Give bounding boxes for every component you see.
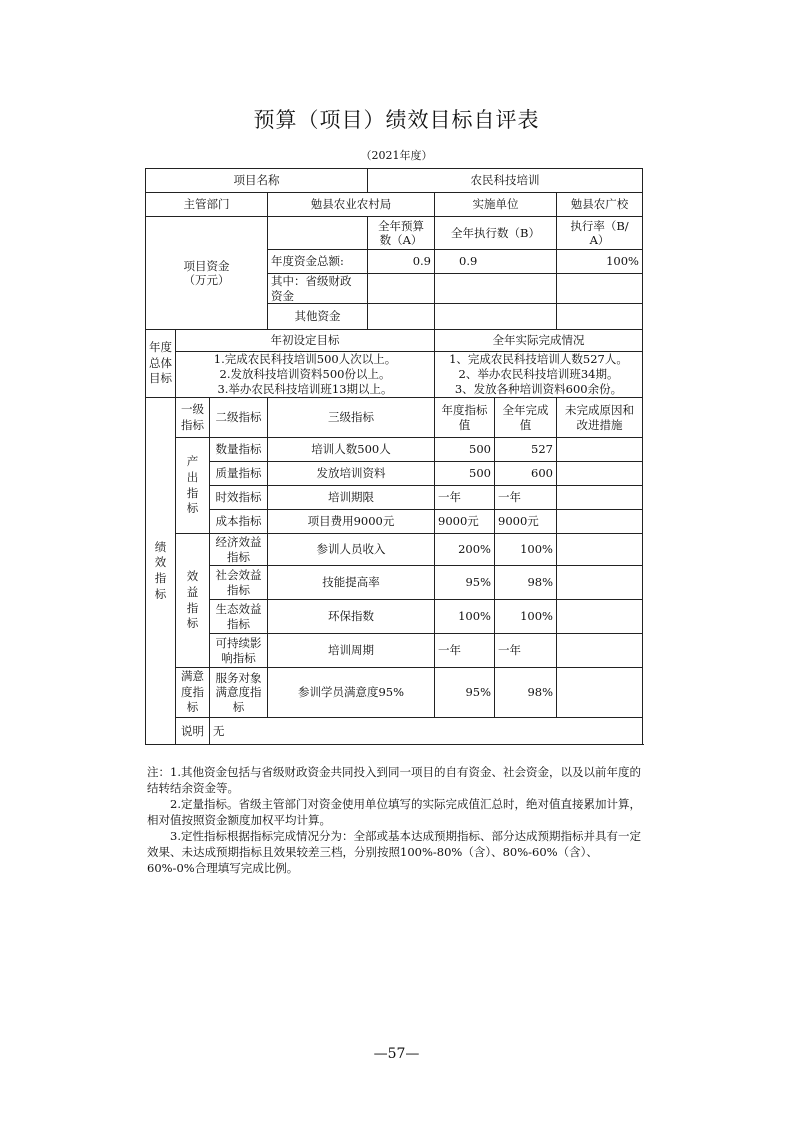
col-reason: 未完成原因和 改进措施 [557, 398, 643, 438]
output-target: 500 [435, 438, 495, 462]
rate-header: 执行率（B/ A） [557, 217, 643, 250]
dept-label: 主管部门 [146, 193, 268, 217]
output-l2: 时效指标 [210, 486, 268, 510]
benefit-target: 95% [435, 566, 495, 600]
benefit-l2: 经济效益 指标 [210, 534, 268, 566]
total-label: 年度资金总额: [268, 250, 368, 274]
output-l2: 成本指标 [210, 510, 268, 534]
project-name-value: 农民科技培训 [368, 169, 643, 193]
output-l2: 数量指标 [210, 438, 268, 462]
executed-header: 全年执行数（B） [435, 217, 557, 250]
funds-header-blank [268, 217, 368, 250]
total-exec: 0.9 [435, 250, 557, 274]
actual-results: 1、完成农民科技培训人数527人。 2、举办农民科技培训班34期。 3、发放各种培训资料600余份。 [435, 352, 643, 398]
output-actual: 600 [495, 462, 557, 486]
benefit-l3: 环保指数 [268, 600, 435, 634]
output-indicators-label: 产 出 指 标 [176, 438, 210, 534]
dept-value: 勉县农业农村局 [268, 193, 435, 217]
overall-goal-label: 年度 总体 目标 [146, 330, 176, 398]
satisfaction-l3: 参训学员满意度95% [268, 668, 435, 718]
note-item: 2.定量指标。省级主管部门对资金使用单位填写的实际完成值汇总时，绝对值直接累加计算，相对值按照资金额度加权平均计算。 [147, 797, 641, 827]
page-number: —57— [373, 1046, 420, 1062]
output-l3: 项目费用9000元 [268, 510, 435, 534]
total-rate: 100% [557, 250, 643, 274]
output-l2: 质量指标 [210, 462, 268, 486]
satisfaction-actual: 98% [495, 668, 557, 718]
benefit-indicators-label: 效 益 指 标 [176, 534, 210, 668]
budget-header: 全年预算 数（A） [368, 217, 435, 250]
col-level2: 二级指标 [210, 398, 268, 438]
benefit-l3: 参训人员收入 [268, 534, 435, 566]
year-label: （2021年度） [360, 149, 433, 162]
impl-unit-value: 勉县农广校 [557, 193, 643, 217]
notes [147, 764, 643, 876]
initial-goal-header: 年初设定目标 [176, 330, 435, 352]
note-item: 3.定性指标根据指标完成情况分为：全部或基本达成预期指标、部分达成预期指标并具有一定效果、未达成预期指标且效果较差三档，分别按照100%-80%（含）、80%-60%（含）、60%-0%合理填写完成比例。 [147, 829, 641, 875]
col-actual: 全年完成 值 [495, 398, 557, 438]
benefit-actual: 一年 [495, 634, 557, 668]
output-target: 500 [435, 462, 495, 486]
col-level1: 一级 指标 [176, 398, 210, 438]
col-level3: 三级指标 [268, 398, 435, 438]
benefit-l2: 社会效益 指标 [210, 566, 268, 600]
benefit-target: 一年 [435, 634, 495, 668]
output-actual: 一年 [495, 486, 557, 510]
satisfaction-indicators-label: 满意 度指 标 [176, 668, 210, 718]
evaluation-table [145, 168, 643, 745]
benefit-actual: 100% [495, 600, 557, 634]
page-title: 预算（项目）绩效目标自评表 [253, 108, 540, 132]
benefit-target: 200% [435, 534, 495, 566]
output-l3: 培训人数500人 [268, 438, 435, 462]
total-budget: 0.9 [368, 250, 435, 274]
provincial-label: 其中：省级财政 资金 [268, 274, 368, 304]
satisfaction-target: 95% [435, 668, 495, 718]
remark-label: 说明 [176, 718, 210, 745]
benefit-l2: 可持续影 响指标 [210, 634, 268, 668]
benefit-actual: 100% [495, 534, 557, 566]
actual-header: 全年实际完成情况 [435, 330, 643, 352]
output-actual: 9000元 [495, 510, 557, 534]
impl-unit-label: 实施单位 [435, 193, 557, 217]
perf-indicators-label: 绩 效 指 标 [146, 398, 176, 745]
benefit-l3: 培训周期 [268, 634, 435, 668]
note-item: 注：1.其他资金包括与省级财政资金共同投入到同一项目的自有资金、社会资金，以及以前年度的结转结余资金等。 [147, 765, 641, 795]
col-target: 年度指标 值 [435, 398, 495, 438]
project-name-label: 项目名称 [146, 169, 368, 193]
initial-goals: 1.完成农民科技培训500人次以上。 2.发放科技培训资料500份以上。 3.举办农民科技培训班13期以上。 [176, 352, 435, 398]
benefit-target: 100% [435, 600, 495, 634]
output-l3: 培训期限 [268, 486, 435, 510]
other-funds-label: 其他资金 [268, 304, 368, 330]
output-l3: 发放培训资料 [268, 462, 435, 486]
satisfaction-l2: 服务对象 满意度指 标 [210, 668, 268, 718]
benefit-l3: 技能提高率 [268, 566, 435, 600]
output-actual: 527 [495, 438, 557, 462]
benefit-l2: 生态效益 指标 [210, 600, 268, 634]
output-target: 一年 [435, 486, 495, 510]
output-target: 9000元 [435, 510, 495, 534]
remark-value: 无 [210, 718, 643, 745]
funds-label: 项目资金 （万元） [146, 217, 268, 330]
benefit-actual: 98% [495, 566, 557, 600]
